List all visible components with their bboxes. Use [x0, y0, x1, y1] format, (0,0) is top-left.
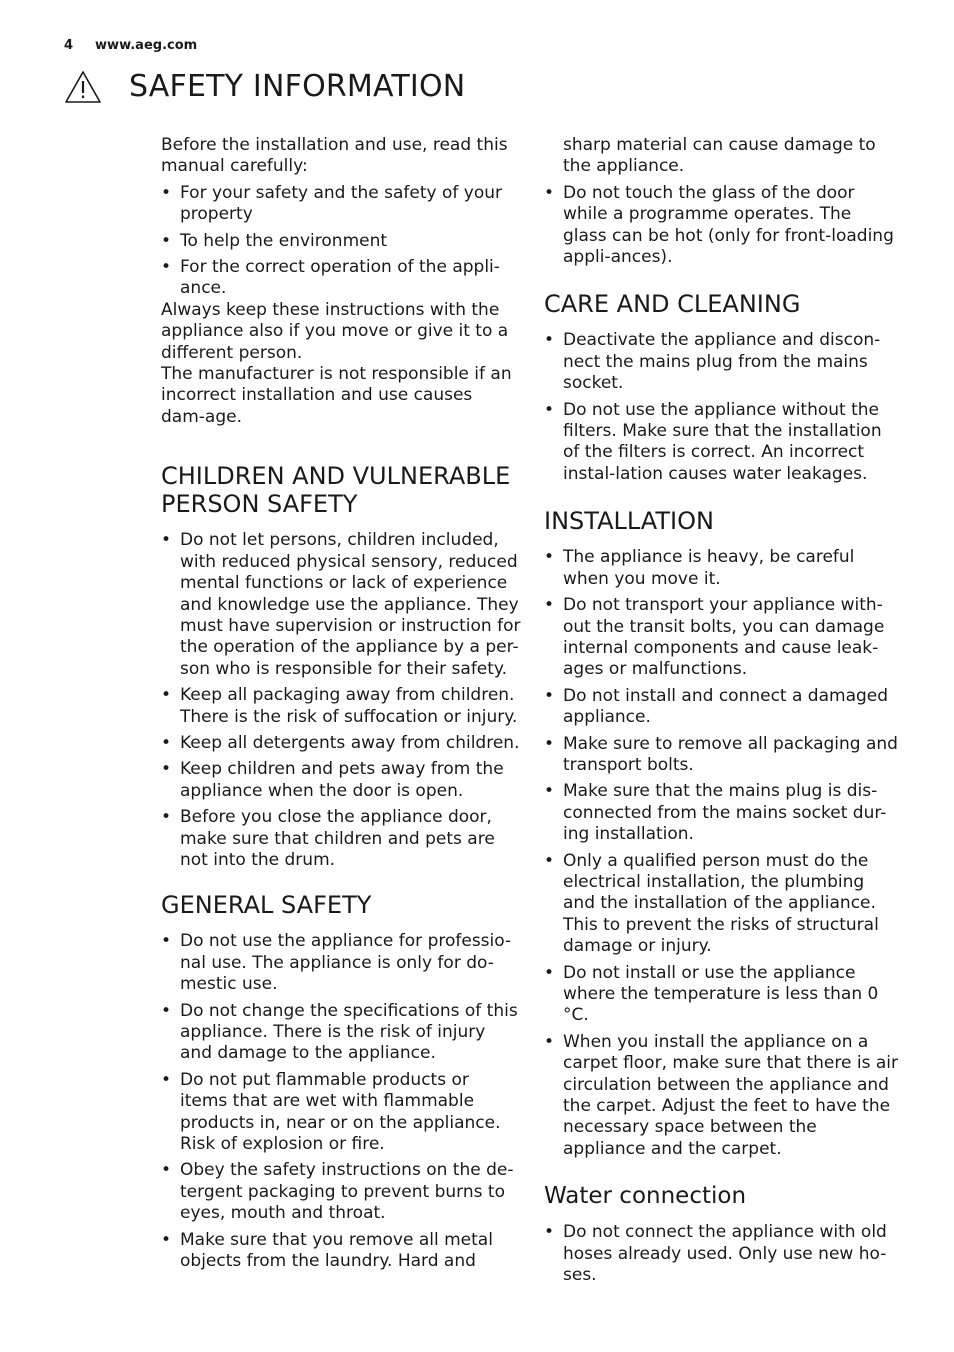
list-item: • Before you close the appliance door, make sure that children and pets are not into the drum.: [161, 807, 521, 871]
manufacturer-text: The manufacturer is not responsible if an incorrect installation and use causes dam-age.: [161, 364, 512, 427]
intro-list: [161, 183, 521, 300]
section-heading-children: CHILDREN AND VULNERABLE PERSON SAFETY: [161, 462, 511, 519]
care-list: [544, 330, 900, 485]
list-item: • Obey the safety instructions on the de-tergent packaging to prevent burns to eyes, mouth and throat.: [161, 1160, 521, 1224]
left-column: [161, 135, 521, 1277]
keep-instructions-text: Always keep these instructions with the appliance also if you move or give it to a different person.: [161, 299, 509, 363]
list-item: • Do not install and connect a damaged appliance.: [544, 686, 900, 729]
list-item: • Do not use the appliance without the filters. Make sure that the installation of the filters is correct. An incorrect instal-lation causes water leakages.: [544, 400, 900, 486]
list-item: • Do not use the appliance for professio-nal use. The appliance is only for do-mestic use.: [161, 931, 521, 995]
list-item: • Do not change the specifications of this appliance. There is the risk of injury and damage to the appliance.: [161, 1001, 521, 1065]
list-item: • Do not touch the glass of the door while a programme operates. The glass can be hot (only for front-loading appli-ances).: [544, 183, 900, 269]
continued-text: sharp material can cause damage to the appliance.: [563, 135, 876, 177]
list-item: • Deactivate the appliance and discon-nect the mains plug from the mains socket.: [544, 330, 900, 394]
section-heading-care: CARE AND CLEANING: [544, 290, 801, 319]
list-item: • Keep all detergents away from children.: [161, 733, 521, 754]
title-row: [64, 68, 465, 106]
list-item: • The appliance is heavy, be careful when you move it.: [544, 547, 900, 590]
section-heading-water: Water connection: [544, 1183, 747, 1210]
list-item: • Make sure that the mains plug is dis-connected from the mains socket dur-ing installation.: [544, 781, 900, 845]
list-item: • Make sure to remove all packaging and transport bolts.: [544, 734, 900, 777]
page-number: 4: [64, 38, 74, 53]
list-item: • Keep children and pets away from the appliance when the door is open.: [161, 759, 521, 802]
section-heading-installation: INSTALLATION: [544, 507, 714, 536]
warning-triangle-icon: [64, 70, 102, 104]
list-item: • Only a qualified person must do the electrical installation, the plumbing and the installation of the appliance. This to prevent the risks of structural damage or injury.: [544, 851, 900, 958]
list-item: • Make sure that you remove all metal objects from the laundry. Hard and: [161, 1230, 521, 1273]
list-item: • To help the environment: [161, 231, 521, 252]
right-column: [544, 135, 900, 1291]
list-item: • Do not transport your appliance with-out the transit bolts, you can damage internal components and cause leak-ages or malfunctions.: [544, 595, 900, 681]
water-list: [544, 1222, 900, 1286]
section-heading-general: GENERAL SAFETY: [161, 891, 372, 920]
list-item: • When you install the appliance on a carpet floor, make sure that there is air circulation between the appliance and the carpet. Adjust the feet to have the necessary space between the appliance and the carpet.: [544, 1032, 900, 1160]
list-item: • Do not connect the appliance with old hoses already used. Only use new ho-ses.: [544, 1222, 900, 1286]
list-item: • Keep all packaging away from children. There is the risk of suffocation or injury.: [161, 685, 521, 728]
list-item: • For the correct operation of the appli-ance.: [161, 257, 521, 300]
page-header: [64, 38, 197, 53]
list-item: • Do not put flammable products or items that are wet with flammable products in, near or on the appliance. Risk of explosion or fire.: [161, 1070, 521, 1156]
continued-list: [544, 183, 900, 269]
installation-list: [544, 547, 900, 1160]
children-list: [161, 530, 521, 871]
list-item: • For your safety and the safety of your property: [161, 183, 521, 226]
list-item: • Do not install or use the appliance where the temperature is less than 0 °C.: [544, 963, 900, 1027]
list-item: • Do not let persons, children included, with reduced physical sensory, reduced mental functions or lack of experience and knowledge use the appliance. They must have supervision or instruction for the operation of the appliance by a per-son who is responsible for their safety.: [161, 530, 521, 680]
intro-text: Before the installation and use, read this manual carefully:: [161, 135, 508, 177]
general-list: [161, 931, 521, 1272]
website-url: www.aeg.com: [95, 38, 198, 53]
page-title: SAFETY INFORMATION: [129, 69, 466, 104]
